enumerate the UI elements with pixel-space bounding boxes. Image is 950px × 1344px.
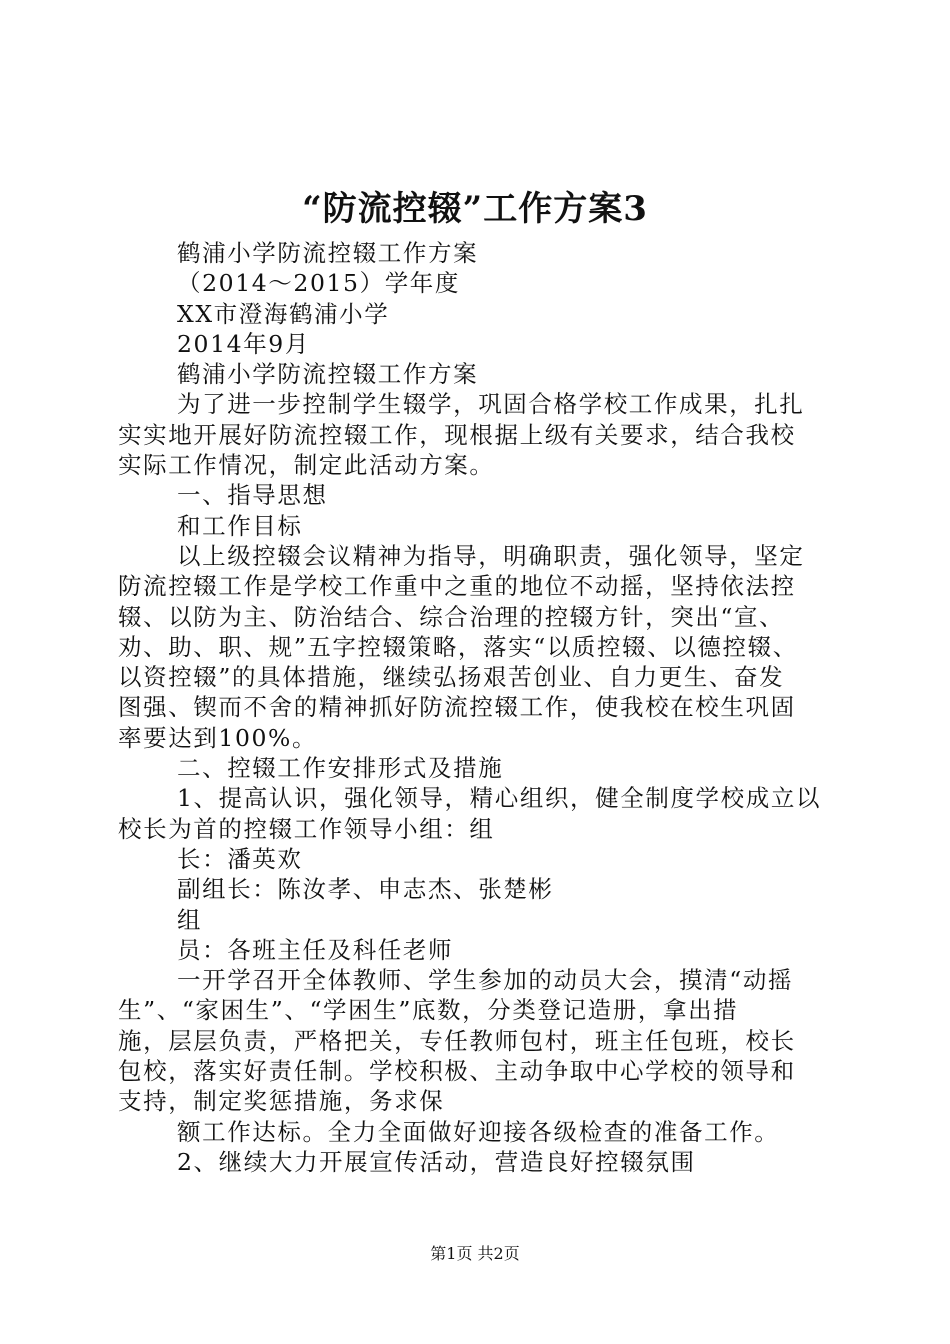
body-line: 副组长：陈汝孝、申志杰、张楚彬: [177, 875, 554, 904]
body-line: 防流控辍工作是学校工作重中之重的地位不动摇，坚持依法控: [118, 572, 796, 601]
body-line: 包校，落实好责任制。学校积极、主动争取中心学校的领导和: [118, 1057, 796, 1086]
body-line: 2、继续大力开展宣传活动，营造良好控辍氛围: [177, 1147, 696, 1176]
body-line: 生”、“家困生”、“学困生”底数，分类登记造册，拿出措: [118, 996, 739, 1025]
body-line: 组: [177, 905, 203, 934]
document-body: [118, 238, 842, 1177]
body-line: 2014年9月: [177, 329, 310, 358]
body-line: 一、指导思想: [177, 481, 328, 510]
body-line: 以上级控辍会议精神为指导，明确职责，强化领导，坚定: [177, 541, 805, 570]
body-line: 和工作目标: [177, 511, 303, 540]
document-title: “防流控辍”工作方案3: [302, 189, 648, 229]
body-line: 校长为首的控辍工作领导小组：组: [118, 814, 495, 843]
body-line: 施，层层负责，严格把关，专任教师包村，班主任包班，校长: [118, 1026, 796, 1055]
body-line: 实际工作情况，制定此活动方案。: [118, 451, 495, 480]
body-line: 劝、助、职、规”五字控辍策略，落实“以质控辍、以德控辍、: [118, 632, 798, 661]
body-line: 鹤浦小学防流控辍工作方案: [177, 239, 479, 267]
body-line: 一开学召开全体教师、学生参加的动员大会，摸清“动摇: [177, 966, 794, 995]
body-line: 员：各班主任及科任老师: [177, 935, 454, 964]
body-line: 实实地开展好防流控辍工作，现根据上级有关要求，结合我校: [118, 420, 796, 449]
body-line: （2014～2015）学年度: [177, 269, 461, 298]
body-line: 长：潘英欢: [177, 844, 303, 873]
page-footer: 第1页 共2页: [430, 1244, 520, 1263]
body-line: 以资控辍”的具体措施，继续弘扬艰苦创业、自力更生、奋发: [118, 663, 785, 692]
body-line: 支持，制定奖惩措施，务求保: [118, 1087, 445, 1116]
body-line: 辍、以防为主、防治结合、综合治理的控辍方针，突出“宣、: [118, 602, 785, 631]
body-line: 二、控辍工作安排形式及措施: [177, 754, 504, 783]
body-line: 1、提高认识，强化领导，精心组织，健全制度学校成立以: [177, 784, 822, 813]
body-line: 额工作达标。全力全面做好迎接各级检查的准备工作。: [177, 1117, 780, 1146]
body-line: 为了进一步控制学生辍学，巩固合格学校工作成果，扎扎: [177, 390, 805, 419]
body-line: 率要达到100%。: [118, 723, 318, 752]
body-line: 图强、锲而不舍的精神抓好防流控辍工作，使我校在校生巩固: [118, 693, 796, 722]
body-line: XX市澄海鹤浦小学: [177, 299, 390, 328]
body-line: 鹤浦小学防流控辍工作方案: [177, 360, 479, 389]
